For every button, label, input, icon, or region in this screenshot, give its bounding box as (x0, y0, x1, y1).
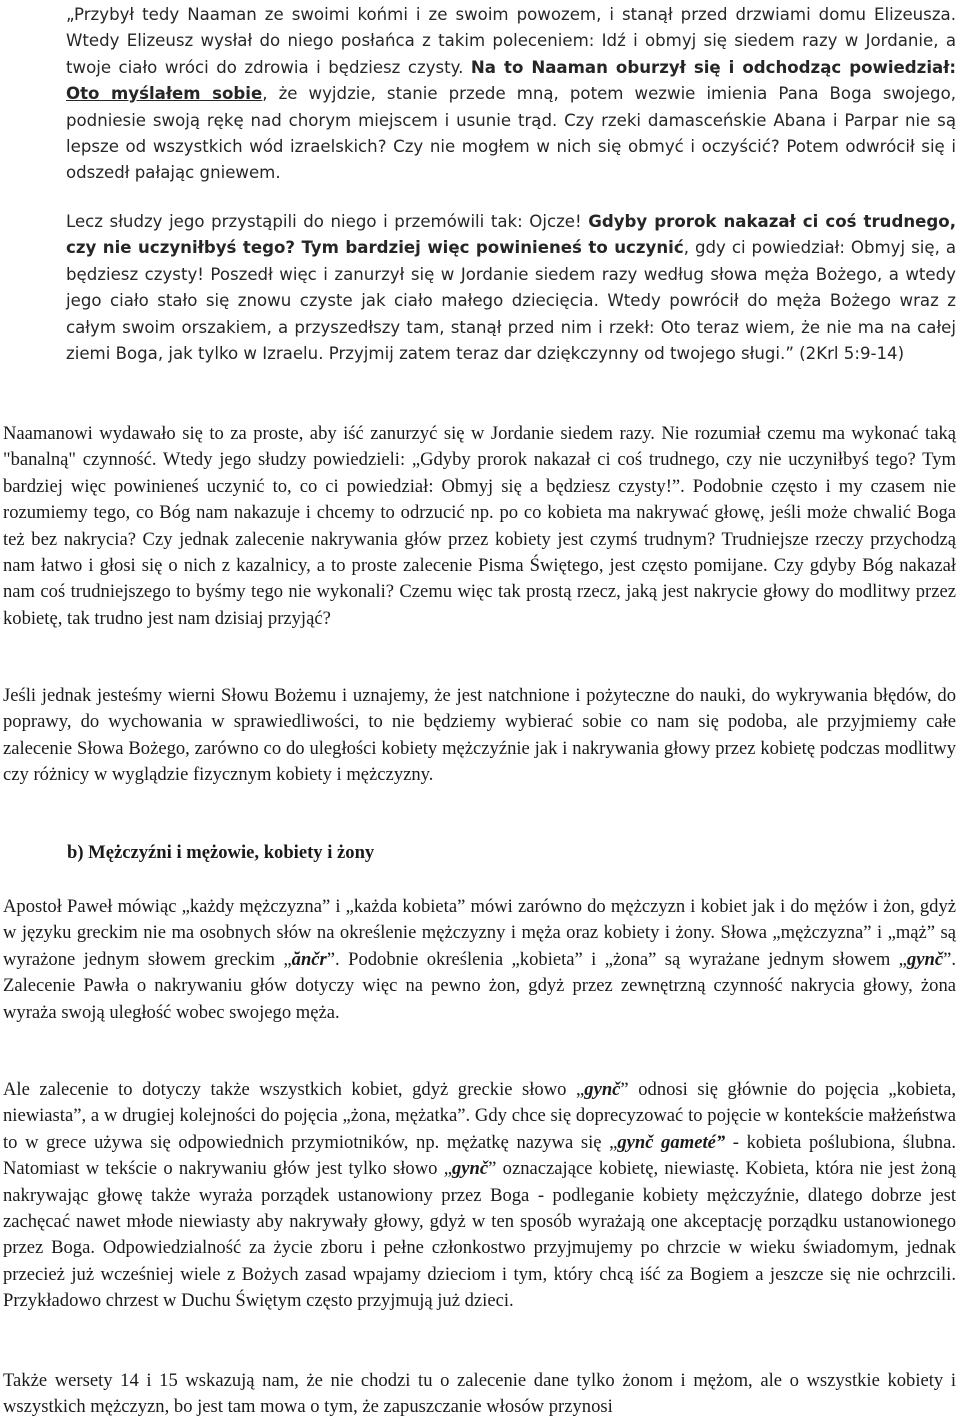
section-heading: b) Mężczyźni i mężowie, kobiety i żony (67, 842, 375, 863)
paragraph-text: ”. Podobnie określenia „kobieta” i „żona” są wyrażane jednym słowem „ (326, 948, 907, 970)
paragraph-apostle (3, 894, 956, 1026)
paragraph-naaman: Naamanowi wydawało się to za proste, aby iść zanurzyć się w Jordanie siedem razy. Nie rozumiał czemu ma wykonać taką "banalną" czynność. Wtedy jego słudzy powiedzieli: „Gdyby prorok nakazał ci coś trudnego, czy nie uczyniłbyś tego? Tym bardziej więc powinieneś uczynić to, co ci powiedział: Obmyj się a będziesz czysty!”. Podobnie często i my czasem nie rozumiemy tego, co Bóg nam nakazuje i chcemy to odrzucić np. po co kobieta ma nakrywać głowę, jeśli może chwalić Boga też bez nakrycia? Czy jednak zalecenie nakrywania głów przez kobiety jest czymś trudnym? Trudniejsze rzeczy przychodzą nam łatwo i głosi się o nich z kazalnicy, a to proste zalecenie Pisma Świętego, jest często pomijane. Czy gdyby Bóg nakazał nam coś trudniejszego to byśmy tego nie wykonali? Czemu więc tak prostą rzecz, jaką jest nakrycie głowy do modlitwy przez kobietę, tak trudno jest nam dzisiaj przyjąć? (3, 423, 956, 629)
greek-word: ănčr (291, 948, 327, 970)
quote-text: „Przybył tedy Naaman ze swoimi końmi i ze swoim powozem, i stanął przed drzwiami domu Elizeusza. Wtedy Elizeusz wysłał do niego posłańca z takim poleceniem: Idź i obmyj się siedem razy w Jordanie, a twoje ciało wróci do zdrowia i będziesz czysty. (66, 5, 956, 77)
greek-word: gynč gameté” (617, 1131, 726, 1153)
paragraph-text: ” odnosi się głównie do pojęcia „kobieta, niewiasta”, a w drugiej kolejności do pojęcia „żona, mężatka”. Gdy chce się doprecyzować to pojęcie w kontekście małżeństwa to w grece używa się odpowiednich przymiotników, np. mężatkę nazywa się „ (3, 1079, 956, 1153)
scripture-quote-part1 (66, 2, 956, 187)
quote-bold-text: Gdyby prorok nakazał ci coś trudnego, czy nie uczyniłbyś tego? Tym bardziej więc powinieneś to uczynić (66, 212, 956, 258)
greek-word: gynč (906, 948, 944, 970)
paragraph-text: ” oznaczające kobietę, niewiastę. Kobieta, która nie jest żoną nakrywając głowę także wyraża porządek ustanowiony przez Boga - podleganie kobiety mężczyźnie, dlatego dobrze jest zachęcać nawet młode niewiasty aby nakrywały głowy, gdyż w ten sposób wyrażają one akceptację porządku ustanowionego przez Boga. Odpowiedzialność za życie zboru i pełne członkostwo przyjmujemy po chrzcie w wieku świadomym, jednak przecież już wcześniej wiele z Bożych zasad wpajamy dzieciom i tym, który chcą iść za Bogiem a jeszcze się nie ochrzcili. Przykładowo chrzest w Duchu Świętym często przyjmują już dzieci. (3, 1158, 957, 1312)
greek-word: gynč (584, 1079, 621, 1100)
paragraph-verses: Także wersety 14 i 15 wskazują nam, że nie chodzi tu o zalecenie dane tylko żonom i mężom, ale o wszystkie kobiety i wszystkich mężczyzn, bo jest tam mowa o tym, że zapuszczanie włosów przynosi (3, 1370, 956, 1418)
paragraph-text: ”. Zalecenie Pawła o nakrywaniu głów dotyczy więc na pewno żon, gdyż przez zewnętrzną czynność nakrycia głowy, żona wyraża swoją uległość wobec swojego męża. (3, 948, 956, 1023)
paragraph-text: Ale zalecenie to dotyczy także wszystkich kobiet, gdyż greckie słowo „ (3, 1079, 585, 1100)
quote-underlined-text: Oto myślałem sobie (66, 84, 263, 104)
quote-text: , gdy ci powiedział: Obmyj się, a będziesz czysty! Poszedł więc i zanurzył się w Jordanie siedem razy według słowa męża Bożego, a wtedy jego ciało stało się znowu czyste jak ciało małego dziecięcia. Wtedy powrócił do męża Bożego wraz z całym swoim orszakiem, a przyszedłszy tam, stanął przed nim i rzekł: Oto teraz wiem, że nie ma na całej ziemi Boga, jak tylko w Izraelu. Przyjmij zatem teraz dar dziękczynny od twojego sługi.” (2Krl 5:9-14) (66, 238, 956, 364)
paragraph-recommendation (3, 1077, 956, 1315)
scripture-quote-part2 (66, 209, 956, 367)
paragraph-text: - kobieta poślubiona, ślubna. Natomiast w tekście o nakrywaniu głów jest tylko słowo „ (3, 1131, 957, 1180)
paragraph-faithful: Jeśli jednak jesteśmy wierni Słowu Bożemu i uznajemy, że jest natchnione i pożyteczne do nauki, do wykrywania błędów, do poprawy, do wychowania w sprawiedliwości, to nie będziemy wybierać sobie co nam się podoba, ale przyjmiemy całe zalecenie Słowa Bożego, zarówno co do uległości kobiety mężczyźnie jak i nakrywania głowy przez kobietę podczas modlitwy czy różnicy w wyglądzie fizycznym kobiety i mężczyzny. (3, 685, 956, 786)
quote-text: , że wyjdzie, stanie przede mną, potem wezwie imienia Pana Boga swojego, podniesie swoją rękę nad chorym miejscem i usunie trąd. Czy rzeki damasceńskie Abana i Parpar nie są lepsze od wszystkich wód izraelskich? Czy nie mogłem w nich się obmyć i oczyścić? Potem odwrócił się i odszedł pałając gniewem. (66, 84, 956, 183)
greek-word: gynč (451, 1158, 489, 1180)
quote-text: Lecz słudzy jego przystąpili do niego i przemówili tak: Ojcze! (66, 212, 589, 231)
quote-bold-text: Na to Naaman oburzył się i odchodząc powiedział: (470, 57, 957, 77)
paragraph-text: Apostoł Paweł mówiąc „każdy mężczyzna” i „każda kobieta” mówi zarówno do mężczyzn i kobiet jak i do mężów i żon, gdyż w języku greckim nie ma osobnych słów na określenie mężczyzny i męża oraz kobiety i żony. Słowa „mężczyzna” i „mąż” są wyrażone jednym słowem greckim „ (3, 896, 956, 970)
